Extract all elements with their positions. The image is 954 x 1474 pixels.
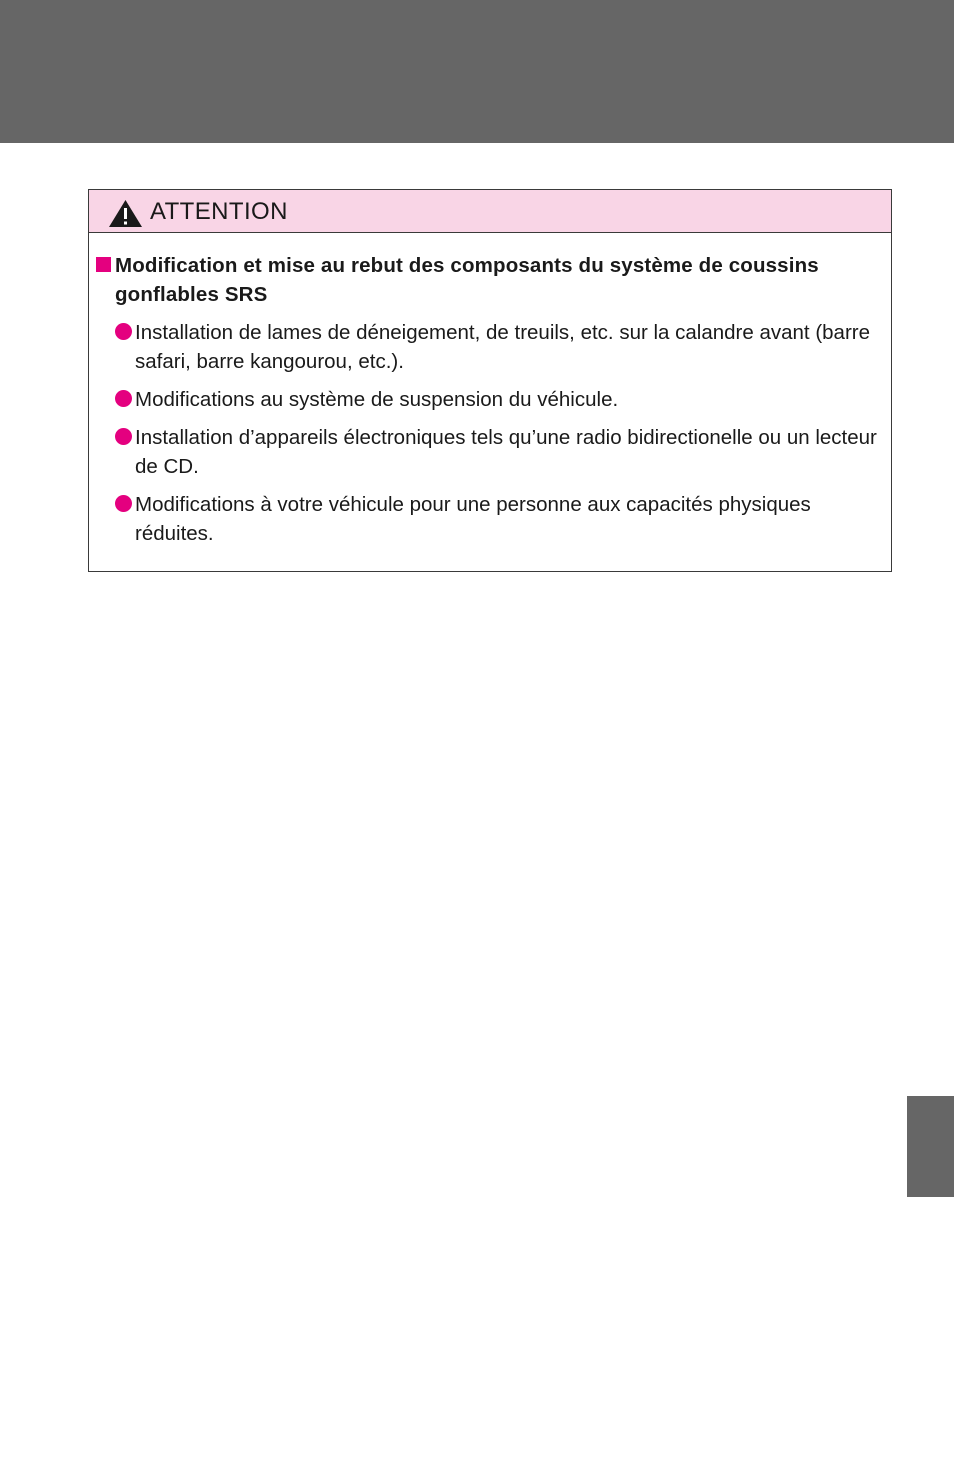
circle-bullet-icon bbox=[115, 323, 132, 340]
section-heading-text: Modification et mise au rebut des composants du système de coussins gonflables SRS bbox=[115, 254, 819, 306]
circle-bullet-icon bbox=[115, 495, 132, 512]
list-item-text: Modifications au système de suspension du véhicule. bbox=[135, 388, 619, 411]
list-item bbox=[89, 423, 891, 481]
circle-bullet-icon bbox=[115, 428, 132, 445]
warning-triangle-icon bbox=[108, 199, 143, 228]
list-item-text: Installation d’appareils électroniques tels qu’une radio bidirectionelle ou un lecteur de CD. bbox=[135, 426, 877, 478]
list-item bbox=[89, 490, 891, 548]
attention-header bbox=[89, 190, 891, 233]
list-item-text: Modifications à votre véhicule pour une personne aux capacités physiques réduites. bbox=[135, 493, 811, 545]
list-item bbox=[89, 385, 891, 414]
top-header-band bbox=[0, 0, 954, 143]
item-list bbox=[89, 318, 891, 548]
attention-box bbox=[88, 189, 892, 572]
section-heading bbox=[89, 251, 891, 309]
attention-section bbox=[89, 251, 891, 557]
list-item bbox=[89, 318, 891, 376]
square-bullet-icon bbox=[96, 257, 111, 272]
attention-title: ATTENTION bbox=[150, 198, 288, 225]
chapter-side-tab bbox=[907, 1096, 954, 1197]
list-item-text: Installation de lames de déneigement, de treuils, etc. sur la calandre avant (barre safari, barre kangourou, etc.). bbox=[135, 321, 870, 373]
circle-bullet-icon bbox=[115, 390, 132, 407]
